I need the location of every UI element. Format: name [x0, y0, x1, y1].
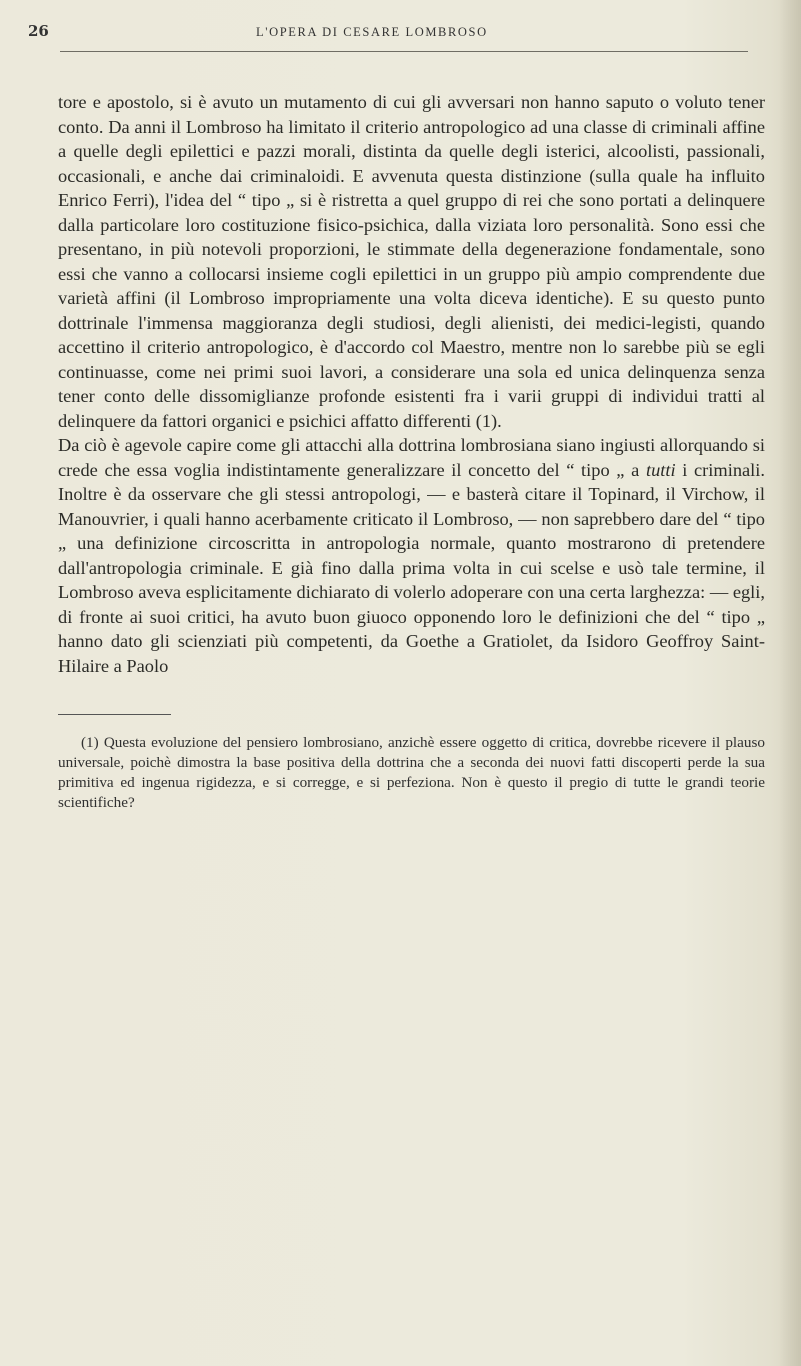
footnote	[58, 733, 765, 813]
header-rule	[60, 51, 748, 52]
paragraph-2-emphasis: tutti	[645, 459, 676, 480]
paragraph-1: tore e apostolo, si è avuto un mutamento di cui gli avversari non hanno saputo o voluto tener conto. Da anni il Lombroso ha limitato il criterio antropologico ad una classe di criminali affine a quelle degli epilettici e pazzi morali, distinta da quelle degli isterici, alcoolisti, passionali, occasionali, e anche dai criminaloidi. E avvenuta questa distinzione (sulla quale ha influito Enrico Ferri), l'idea del “ tipo „ si è ristretta a quel gruppo di rei che sono portati a delinquere dalla particolare loro costituzione fisico-psichica, dalla viziata loro personalità. Sono essi che presentano, in più notevoli proporzioni, le stimmate della degenerazione fondamentale, sono essi che vanno a collocarsi insieme cogli epilettici in un gruppo più ampio comprendente due varietà affini (il Lombroso impropriamente una volta diceva identiche). E su questo punto dottrinale l'immensa maggioranza degli studiosi, degli alienisti, dei medici-legisti, quando accettino il criterio antropologico, è d'accordo col Maestro, mentre non lo sarebbe più se egli continuasse, come nei primi suoi lavori, a considerare una sola ed unica delinquenza senza tener conto delle dissomiglianze profonde esistenti fra i varii gruppi di individui tratti al delinquere da fattori organici e psichici affatto differenti (1).	[58, 92, 765, 431]
page-number: 26	[28, 22, 49, 40]
page-edge-shadow	[779, 0, 801, 1366]
footnote-text: (1) Questa evoluzione del pensiero lombrosiano, anzichè essere oggetto di critica, dovrebbe ricevere il plauso universale, poichè dimostra la base positiva della dottrina che a seconda dei nuovi fatti discoperti perde la sua primitiva ed ingenua rigidezza, e si corregge, e si perfeziona. Non è questo il pregio di tutte le grandi teorie scientifiche?	[58, 734, 765, 811]
page-header	[28, 22, 768, 52]
footnote-rule	[58, 714, 171, 715]
body-text	[58, 90, 765, 678]
paragraph-2	[58, 433, 765, 678]
paragraph-2-text-b: i criminali. Inoltre è da osservare che gli stessi antropologi, — e basterà citare il Topinard, il Virchow, il Manouvrier, i quali hanno acerbamente criticato il Lombroso, — non saprebbero dare del “ tipo „ una definizione circoscritta in antropologia normale, quanto mostrarono di pretendere dall'antropologia criminale. E già fino dalla prima volta in cui scelse e usò tale termine, il Lombroso aveva esplicitamente dichiarato di volerlo adoperare con una certa larghezza: — egli, di fronte ai suoi critici, ha avuto buon giuoco opponendo loro le definizioni che del “ tipo „ hanno dato gli scienziati più competenti, da Goethe a Gratiolet, da Isidoro Geoffroy Saint-Hilaire a Paolo	[58, 459, 766, 676]
running-title: L'OPERA DI CESARE LOMBROSO	[256, 25, 488, 39]
paragraph-2-text-a: Da ciò è agevole capire come gli attacchi alla dottrina lombrosiana siano ingiusti allorquando si crede che essa voglia indistintamente generalizzare il concetto del “ tipo „ a	[58, 435, 765, 480]
